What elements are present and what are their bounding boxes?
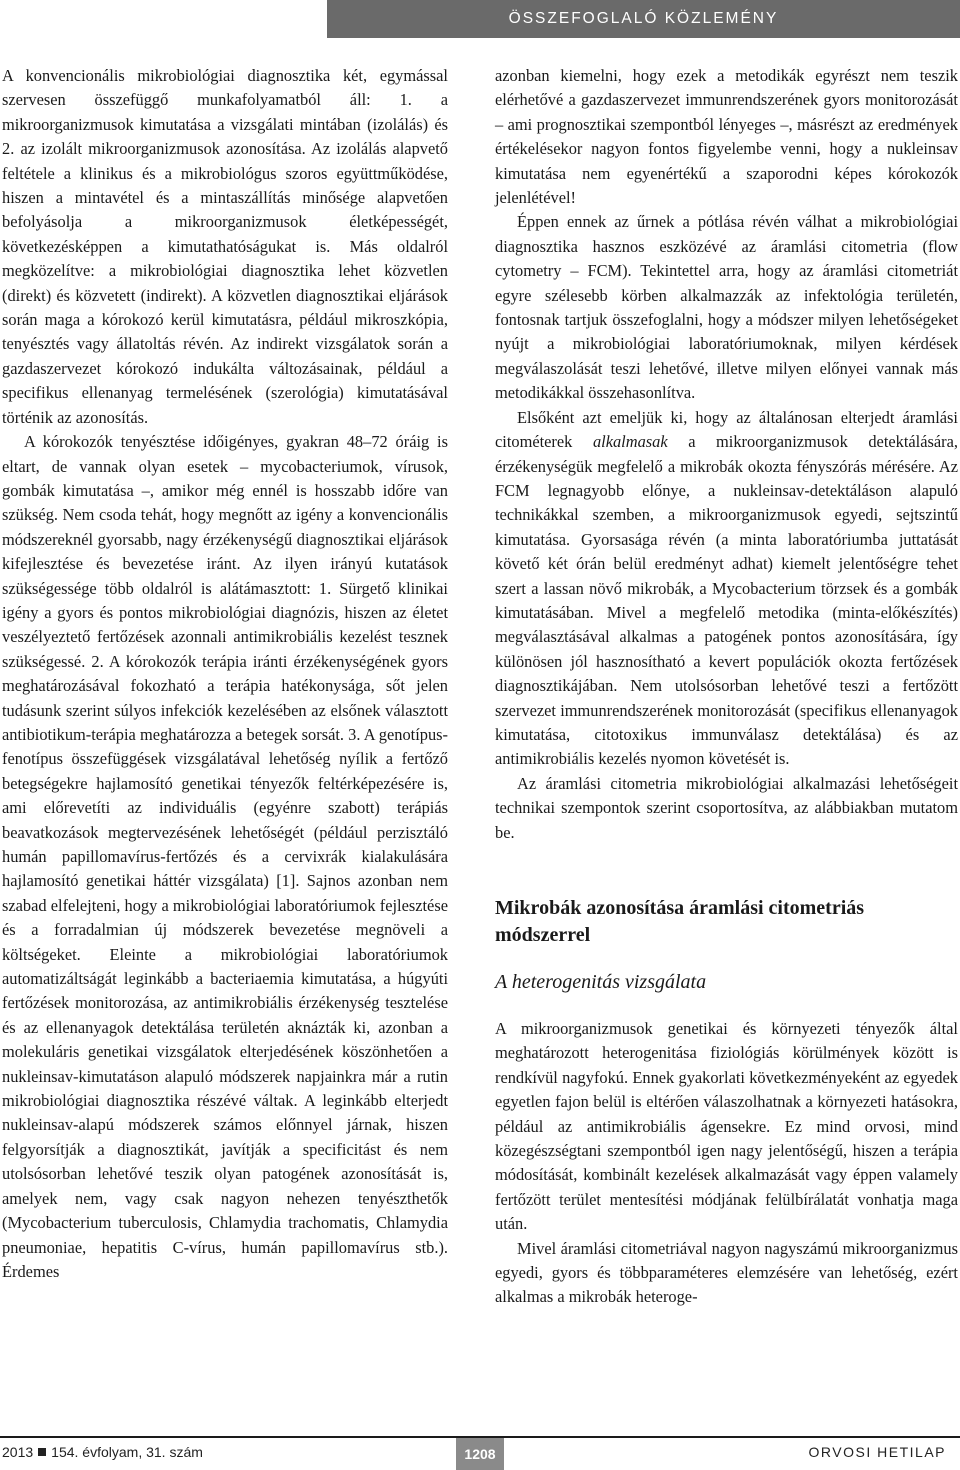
section-header-band xyxy=(327,0,960,38)
paragraph: Mivel áramlási citometriával nagyon nagyszámú mikroorganizmus egyedi, gyors és többparaméteres elemzésére van lehetőség, ezért alkalmas a mikrobák heteroge- xyxy=(495,1238,958,1307)
text-run: Elsőként azt emeljük ki, hogy az általánosan elterjedt áramlási citométerek xyxy=(495,407,958,452)
subsection-title: A heterogenitás vizsgálata xyxy=(495,971,707,993)
page-number: 1208 xyxy=(464,1446,496,1462)
paragraph: A konvencionális mikrobiológiai diagnosztika két, egymással szervesen összefüggő munkafolyamatból áll: 1. a mikroorganizmusok kimutatása a vizsgálati mintában (izolálás) és 2. az izolált mikroorganizmusok azonosítása. Az izolálás alapvető feltétele a klinikus és a mikrobiológus szoros együttműködése, hiszen a mintavétel és a mintaszállítás minősége alapvetően befolyásolja a mikroorganizmusok életképességét, következésképpen a kimutathatóságukat is. Más oldalról megközelítve: a mikrobiológiai diagnosztika lehet közvetlen (direkt) és közvetett (indirekt). A közvetlen diagnosztikai eljárások során maga a kórokozó kerül kimutatásra, például mikroszkópia, tenyésztés vagy állatoltás révén. Az indirekt vizsgálatok során a gazdaszervezet kórokozó indukálta változásainak, például a specifikus ellenanyag termelésének (szerológia) kimutatásával történik az azonosítás. xyxy=(2,66,448,427)
section-title: Mikrobák azonosítása áramlási citometriás módszerrel xyxy=(495,897,865,946)
paragraph: azonban kiemelni, hogy ezek a metodikák egyrészt nem teszik elérhetővé a gazdaszervezet immunrendszerének gyors monitorozását – ami prognosztikai szempontból lényeges –, másrészt az eredmények értékelésekor nagyon fontos figyelembe venni, hogy a nukleinsav kimutatása nem egyenértékű a szaporodni képes kórokozók jelenlétével! xyxy=(495,66,958,208)
paragraph: Az áramlási citometria mikrobiológiai alkalmazási lehetőségeit technikai szempontok szerint csoportosítva, az alábbiakban mutatom be. xyxy=(495,773,958,842)
section-label: ÖSSZEFOGLALÓ KÖZLEMÉNY xyxy=(508,10,779,27)
paragraph: A kórokozók tenyésztése időigényes, gyakran 48–72 óráig is eltart, de vannak olyan esetek – mycobacteriumok, vírusok, gombák kimutatása –, amikor még ennél is hosszabb időre van szükség. Nem csoda tehát, hogy megnőtt az igény a konvencionális módszereknél gyorsabb, nagy érzékenységű diagnosztikai eljárások kifejlesztése és bevezetése iránt. Az ilyen irányú kutatások szükségessége több oldalról is alátámasztott: 1. Sürgető klinikai igény a gyors és pontos mikrobiológiai diagnózis, hiszen az életet veszélyeztető fertőzések azonnali antimikrobiális kezelést tesznek szükségessé. 2. A kórokozók terápia iránti érzékenységének gyors meghatározásával fokozható a terápia hatékonysága, sőt jelen tudásunk szerint súlyos infekciók kezelésében az elsőnek választott antibiotikum-terápia meghatározza a betegek sorsát. 3. A genotípus-fenotípus összefüggések vizsgálatával lehetőség nyílik a fertőző betegségekre hajlamosító genetikai tényezők feltérképezésére is, ami előrevetíti az individuális (egyénre szabott) terápiás beavatkozások megtervezésének lehetőségét (például perzisztáló humán papillomavírus-fertőzés és a cervixrák kialakulására hajlamosító genetikai háttér vizsgálata) [1]. Sajnos azonban nem szabad elfelejteni, hogy a mikrobiológiai laboratóriumok fejlesztése és a forradalmian új módszerek bevezetése megnöveli a költségeket. Eleinte a mikrobiológiai laboratóriumok automatizáltságát leginkább a bacteriaemia kimutatása, a húgyúti fertőzések monitorozása, az antimikrobiális érzékenység tesztelése és az ellenanyagok detektálása területén aknázták ki, azonban a molekuláris genetikai vizsgálatok elterjedésének köszönhetően a nukleinsav-kimutatáson alapuló módszerek napjainkra már a rutin mikrobiológiai diagnosztika részévé váltak. A leginkább elterjedt nukleinsav-alapú módszerek számos előnnyel járnak, hiszen felgyorsítják a diagnosztikát, javítják a specificitást és nem utolsósorban lehetővé teszik olyan patogének azonosítását is, amelyek nem, vagy csak nagyon nehezen tenyészthetők (Mycobacterium tuberculosis, Chlamydia trachomatis, Chlamydia pneumoniae, hepatitis C-vírus, humán papillomavírus stb.). Érdemes xyxy=(2,432,448,1281)
footer-volume: 154. évfolyam, 31. szám xyxy=(51,1444,203,1460)
paragraph: A mikroorganizmusok genetikai és környezeti tényezők által meghatározott heterogenitása fiziológiás körülmények között is rendkívül nagyfokú. Ennek gyakorlati következményeként az egyedek egyetlen fajon belül is eltérően válaszolhatnak a környezeti hatásokra, például az antimikrobiális ágensekre. Ez mind orvosi, mind közegészségtani szempontból igen nagy jelentőségű, hiszen a terápia módosítását, kombinált kezelések alkalmazását vagy éppen valamely fertőzött terület mentesítési módjának felülbírálatát vonhatja maga után. xyxy=(495,1019,958,1234)
paragraph xyxy=(495,406,958,772)
paragraph: Éppen ennek az űrnek a pótlása révén válhat a mikrobiológiai diagnosztika hasznos eszközévé az áramlási citometria (flow cytometry – FCM). Tekintettel arra, hogy az áramlási citometriát egyre szélesebb körben alkalmazzák az infektológia területén, fontosnak tartjuk összefoglalni, hogy a módszer milyen lehetőségeket nyújt a mikrobiológiai laboratóriumoknak, milyen kérdések megválaszolását teszi lehetővé, illetve milyen előnyei vannak más metodikákkal összehasonlítva. xyxy=(495,212,958,403)
text-run: a mikroorganizmusok detektálására, érzékenységük megfelelő a mikrobák okozta fényszórás mérésére. Az FCM legnagyobb előnye, a nukleinsav-detektáláson alapuló technikákkal szemben, a mikroorganizmusok egyedi, sejtszintű kimutatása. Gyorsasága révén (a minta laboratóriumba juttatását követő két órán belül eredményt adhat) kiemelt jelentőségre tehet szert a lassan növő mikrobák, a Mycobacterium törzsek és a gombák kimutatásában. Mivel a megfelelő metodika (minta-előkészítés) megválasztásával alkalmas a patogének pontos azonosítására, így különösen jól hasznosítható a kevert populációk okozta fertőzések diagnosztikájában. Nem utolsósorban lehetővé teszi a fertőzött szervezet immunrendszerének monitorozását (specifikus ellenanyagok kimutatása, citotoxikus immunválasz detektálása) és az antimikrobiális kezelés nyomon követését is. xyxy=(495,432,958,769)
page-number-box xyxy=(456,1438,504,1470)
footer-year: 2013 xyxy=(2,1444,34,1460)
footer-issue-info xyxy=(2,1444,203,1460)
journal-name: ORVOSI HETILAP xyxy=(808,1444,946,1460)
square-bullet-icon xyxy=(38,1448,46,1456)
left-column xyxy=(2,64,448,1284)
emphasis-text: alkalmasak xyxy=(592,432,668,452)
right-column xyxy=(495,64,958,1310)
